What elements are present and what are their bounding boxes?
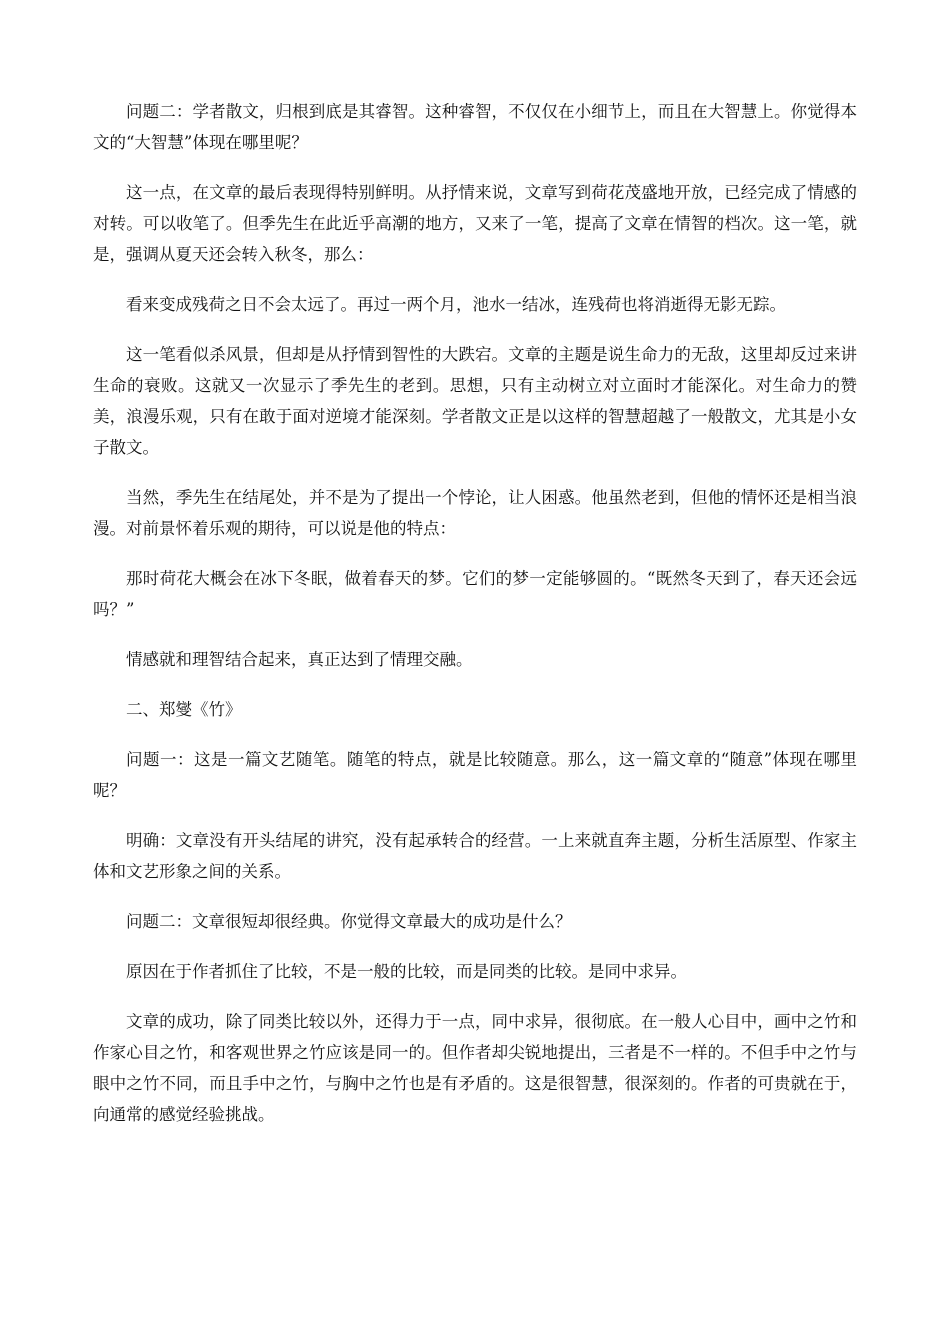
paragraph-emotion-to-wisdom: 这一笔看似杀风景，但却是从抒情到智性的大跌宕。文章的主题是说生命力的无敌，这里却反过来讲生命的衰败。这就又一次显示了季先生的老到。思想，只有主动树立对立面时才能深化。对生命力的赞美，浪漫乐观，只有在敢于面对逆境才能深刻。学者散文正是以这样的智慧超越了一般散文，尤其是小女子散文。 [93, 345, 857, 457]
section-heading-bamboo: 二、郑燮《竹》 [126, 700, 242, 719]
paragraph-emotion-reason: 情感就和理智结合起来，真正达到了情理交融。 [126, 650, 473, 669]
paragraph-question-two-success: 问题二：文章很短却很经典。你觉得文章最大的成功是什么？ [126, 912, 572, 931]
paragraph-quote-spring-dream: 那时荷花大概会在冰下冬眠，做着春天的梦。它们的梦一定能够圆的。“既然冬天到了，春天还会远吗？” [93, 569, 857, 619]
paragraph-ending-analysis: 这一点，在文章的最后表现得特别鲜明。从抒情来说，文章写到荷花茂盛地开放，已经完成了情感的对转。可以收笔了。但季先生在此近乎高潮的地方，又来了一笔，提高了文章在情智的档次。这一笔，就是，强调从夏天还会转入秋冬，那么： [93, 183, 857, 264]
document-body [93, 96, 857, 1149]
paragraph-question-one-casual: 问题一：这是一篇文艺随笔。随笔的特点，就是比较随意。那么，这一篇文章的“随意”体现在哪里呢？ [93, 750, 857, 800]
paragraph-quote-withered-lotus: 看来变成残荷之日不会太远了。再过一两个月，池水一结冰，连残荷也将消逝得无影无踪。 [126, 295, 786, 314]
paragraph-question-two-wisdom: 问题二：学者散文，归根到底是其睿智。这种睿智，不仅仅在小细节上，而且在大智慧上。你觉得本文的“大智慧”体现在哪里呢？ [93, 102, 857, 152]
paragraph-answer-casual: 明确：文章没有开头结尾的讲究，没有起承转合的经营。一上来就直奔主题，分析生活原型、作家主体和文艺形象之间的关系。 [93, 831, 857, 881]
paragraph-comparison-reason: 原因在于作者抓住了比较，不是一般的比较，而是同类的比较。是同中求异。 [126, 962, 687, 981]
paragraph-success-analysis: 文章的成功，除了同类比较以外，还得力于一点，同中求异，很彻底。在一般人心目中，画中之竹和作家心目之竹，和客观世界之竹应该是同一的。但作者却尖锐地提出，三者是不一样的。不但手中之竹与眼中之竹不同，而且手中之竹，与胸中之竹也是有矛盾的。这是很智慧，很深刻的。作者的可贵就在于，向通常的感觉经验挑战。 [93, 1012, 857, 1124]
paragraph-romantic-outlook: 当然，季先生在结尾处，并不是为了提出一个悖论，让人困惑。他虽然老到，但他的情怀还是相当浪漫。对前景怀着乐观的期待，可以说是他的特点： [93, 488, 857, 538]
